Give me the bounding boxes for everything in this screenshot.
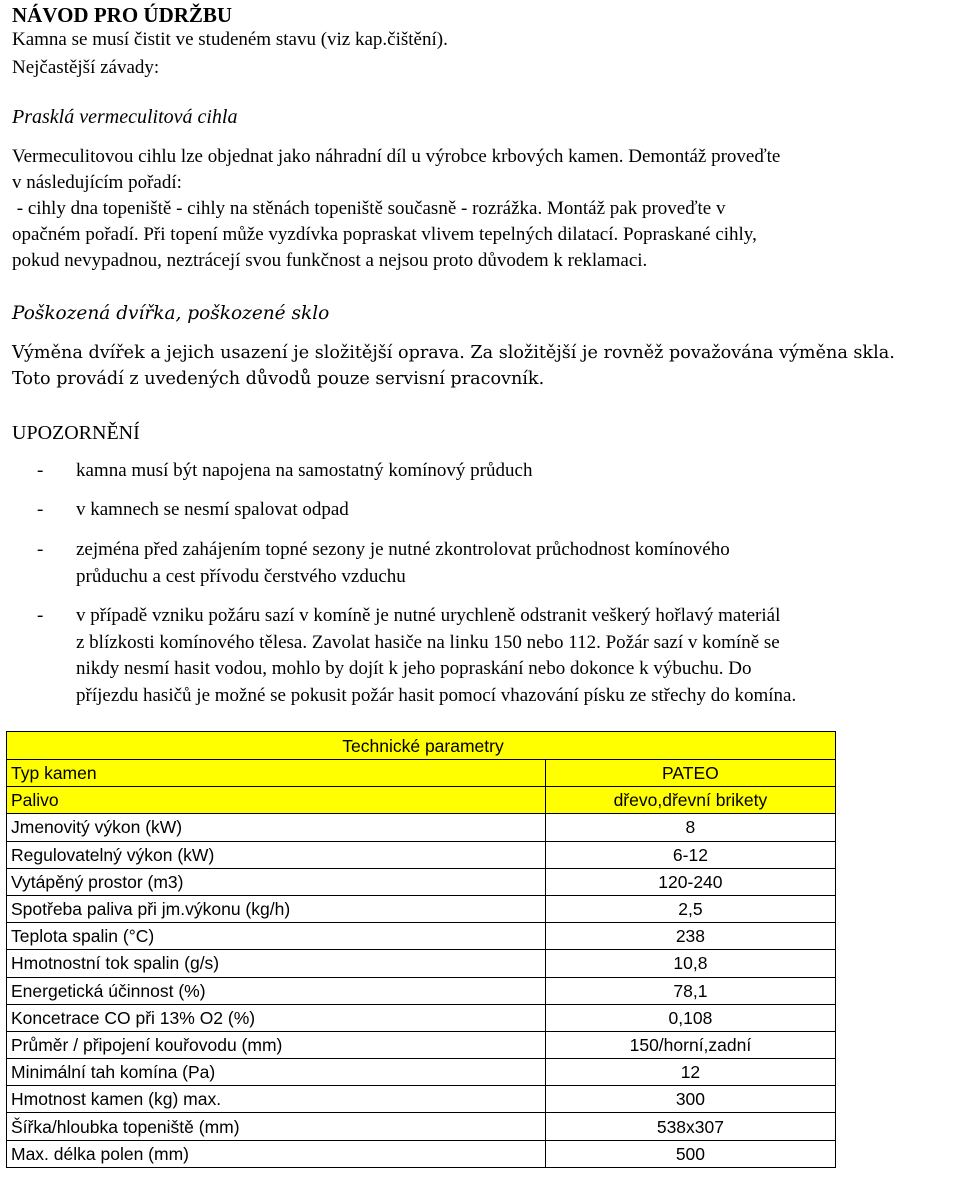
table-row [7, 1086, 836, 1113]
table-caption: Technické parametry [7, 732, 836, 760]
parameter-value: 300 [545, 1086, 835, 1113]
parameter-value: 12 [545, 1059, 835, 1086]
parameter-label: Max. délka polen (mm) [7, 1140, 546, 1167]
parameter-value: 78,1 [545, 977, 835, 1004]
parameter-label: Typ kamen [7, 760, 546, 787]
table-row [7, 977, 836, 1004]
parameter-value: 10,8 [545, 950, 835, 977]
list-item-line: z blízkosti komínového tělesa. Zavolat hasiče na linku 150 nebo 112. Požár sazí v komíně se [76, 631, 780, 653]
parameter-value: 2,5 [545, 895, 835, 922]
list-item-line: nikdy nesmí hasit vodou, mohlo by dojít k jeho popraskání nebo dokonce k výbuchu. Do [76, 658, 752, 679]
parameter-label: Regulovatelný výkon (kW) [7, 841, 546, 868]
table-row [7, 760, 836, 787]
parameter-value: 238 [545, 923, 835, 950]
parameter-value: 0,108 [545, 1004, 835, 1031]
list-bullet: - [37, 539, 44, 560]
table-row [7, 1140, 836, 1167]
parameter-label: Šířka/hloubka topeniště (mm) [7, 1113, 546, 1140]
paragraph-line: Toto provádí z uvedených důvodů pouze servisní pracovník. [12, 369, 545, 389]
parameter-label: Vytápěný prostor (m3) [7, 868, 546, 895]
parameter-value: 6-12 [545, 841, 835, 868]
paragraph-line: v následujícím pořadí: [12, 172, 182, 193]
table-row [7, 950, 836, 977]
parameter-value: PATEO [545, 760, 835, 787]
parameter-label: Hmotnost kamen (kg) max. [7, 1086, 546, 1113]
parameter-label: Minimální tah komína (Pa) [7, 1059, 546, 1086]
parameter-label: Jmenovitý výkon (kW) [7, 814, 546, 841]
list-item-line: zejména před zahájením topné sezony je nutné zkontrolovat průchodnost komínového [76, 539, 730, 560]
list-bullet: - [37, 499, 44, 520]
list-item-line: příjezdu hasičů je možné se pokusit požár hasit pomocí vhazování písku ze střechy do komína. [76, 684, 797, 706]
table-row [7, 895, 836, 922]
list-bullet: - [37, 605, 44, 626]
table-row [7, 1004, 836, 1031]
parameter-value: dřevo,dřevní brikety [545, 787, 835, 814]
table-row [7, 841, 836, 868]
list-item-line: průduchu a cest přívodu čerstvého vzduchu [76, 565, 406, 587]
table-row [7, 814, 836, 841]
paragraph-line: - cihly dna topeniště - cihly na stěnách topeniště současně - rozrážka. Montáž pak proveďte v [12, 198, 726, 219]
table-row [7, 787, 836, 814]
table-row [7, 1113, 836, 1140]
warning-heading: UPOZORNĚNÍ [12, 422, 140, 444]
parameter-label: Koncetrace CO při 13% O2 (%) [7, 1004, 546, 1031]
table-caption-row [7, 732, 836, 760]
parameter-label: Palivo [7, 787, 546, 814]
parameter-label: Energetická účinnost (%) [7, 977, 546, 1004]
intro-line-1: Kamna se musí čistit ve studeném stavu (viz kap.čištění). [12, 29, 448, 50]
table-row [7, 1059, 836, 1086]
list-item-line: v kamnech se nesmí spalovat odpad [76, 499, 349, 520]
intro-line-2: Nejčastější závady: [12, 57, 160, 78]
list-item-line: kamna musí být napojena na samostatný komínový průduch [76, 460, 533, 481]
document-title: NÁVOD PRO ÚDRŽBU [12, 3, 233, 27]
parameter-label: Hmotnostní tok spalin (g/s) [7, 950, 546, 977]
paragraph-line: opačném pořadí. Při topení může vyzdívka popraskat vlivem tepelných dilatací. Popraskané cihly, [12, 224, 757, 245]
paragraph-line: Výměna dvířek a jejich usazení je složitější oprava. Za složitější je rovněž považována výměna skla. [12, 343, 895, 363]
technical-parameters-table [6, 731, 836, 1168]
paragraph-line: Vermeculitovou cihlu lze objednat jako náhradní díl u výrobce krbových kamen. Demontáž proveďte [12, 146, 781, 167]
parameter-value: 500 [545, 1140, 835, 1167]
parameter-label: Spotřeba paliva při jm.výkonu (kg/h) [7, 895, 546, 922]
section-heading-brick: Prasklá vermeculitová cihla [12, 106, 238, 128]
section-heading-door: Poškozená dvířka, poškozené sklo [12, 303, 330, 324]
table-row [7, 1031, 836, 1058]
table-row [7, 923, 836, 950]
section-body-brick [12, 144, 780, 274]
list-item-line: v případě vzniku požáru sazí v komíně je nutné urychleně odstranit veškerý hořlavý materiál [76, 605, 781, 626]
parameter-value: 150/horní,zadní [545, 1031, 835, 1058]
paragraph-line: pokud nevypadnou, neztrácejí svou funkčnost a nejsou proto důvodem k reklamaci. [12, 250, 648, 271]
parameter-label: Teplota spalin (°C) [7, 923, 546, 950]
parameter-value: 8 [545, 814, 835, 841]
parameter-value: 120-240 [545, 868, 835, 895]
list-bullet: - [37, 460, 44, 481]
parameter-label: Průměr / připojení kouřovodu (mm) [7, 1031, 546, 1058]
table-row [7, 868, 836, 895]
parameter-value: 538x307 [545, 1113, 835, 1140]
section-body-door [12, 340, 895, 392]
